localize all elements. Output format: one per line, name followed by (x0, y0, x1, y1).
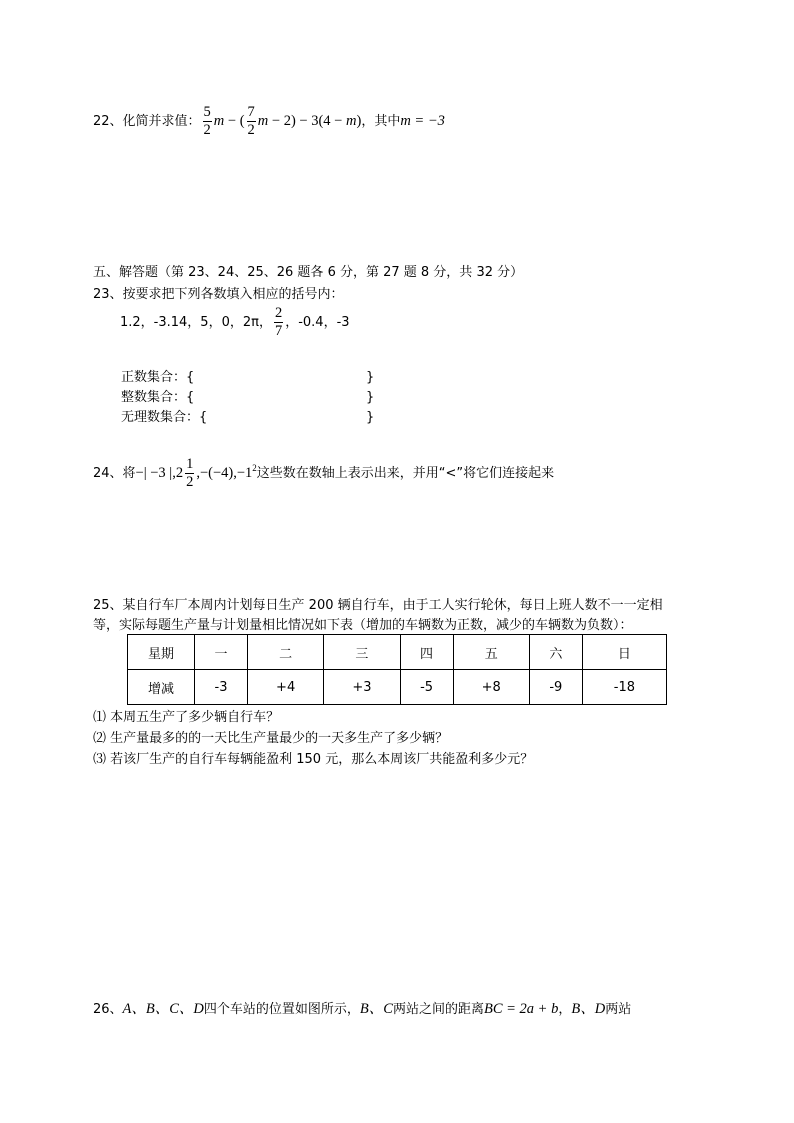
table-cell: 一 (195, 635, 248, 670)
fraction: $\frac{7}{2}$ (247, 104, 255, 139)
table-cell: -18 (582, 670, 666, 705)
table-row (128, 635, 667, 670)
table-cell: -3 (195, 670, 248, 705)
table-cell: 四 (400, 635, 453, 670)
question-24: 24、将−| −3 |,2 $\frac{1}{2}$ $,-(-4),-1^2$这些数在数轴上表示出来，并用“<”将它们连接起来 (93, 456, 555, 490)
q22-condition: m = −3 (400, 113, 445, 129)
fraction: $\frac{5}{2}$ (203, 104, 211, 139)
integer-set-close: } (366, 390, 375, 405)
question-22 (93, 104, 445, 139)
table-cell: +8 (453, 670, 529, 705)
q22-suffix: ，其中 (361, 114, 401, 129)
table-header-cell: 星期 (128, 635, 195, 670)
table-cell: -9 (529, 670, 582, 705)
table-cell: -5 (400, 670, 453, 705)
q25-sub-2: ⑵ 生产量最多的的一天比生产量最少的一天多生产了多少辆？ (93, 731, 449, 746)
table-cell: +4 (248, 670, 324, 705)
positive-set-close: } (366, 370, 375, 385)
irrational-set-close: } (366, 410, 375, 425)
production-table (127, 634, 667, 705)
q25-line-1: 25、某自行车厂本周内计划每日生产 200 辆自行车，由于工人实行轮休，每日上班人数不一一定相 (93, 598, 663, 613)
question-26: 26、A、B、C、D四个车站的位置如图所示，B、C两站之间的距离BC = 2a + b，B、D两站 (93, 1001, 632, 1017)
table-cell: 五 (453, 635, 529, 670)
q22-prefix: 22、化简并求值： (93, 114, 201, 129)
table-row (128, 670, 667, 705)
table-cell: 三 (324, 635, 400, 670)
integer-set-label: 整数集合：{ (121, 390, 195, 405)
q24-expression: −| −3 |,2 $\frac{1}{2}$ $,-(-4),-1^2$ (135, 456, 257, 490)
table-cell: 日 (582, 635, 666, 670)
table-cell: 六 (529, 635, 582, 670)
table-header-cell: 增减 (128, 670, 195, 705)
irrational-set-label: 无理数集合：{ (121, 410, 208, 425)
q22-expression: $\frac{5}{2}$ m − ( $\frac{7}{2}$ m − 2) − 3(4 − m) (203, 104, 362, 139)
fraction: $\frac{1}{2}$ (186, 456, 194, 490)
q23-numbers: 1.2，-3.14，5，0，2π， $\frac{2}{7}$ ，-0.4，-3 (120, 305, 350, 339)
q25-sub-3: ⑶ 若该厂生产的自行车每辆能盈利 150 元，那么本周该厂共能盈利多少元？ (93, 752, 534, 767)
positive-set-label: 正数集合：{ (121, 370, 195, 385)
table-cell: 二 (248, 635, 324, 670)
q25-sub-1: ⑴ 本周五生产了多少辆自行车？ (93, 710, 280, 725)
fraction: $\frac{2}{7}$ (274, 305, 283, 339)
q25-line-2: 等，实际每题生产量与计划量相比情况如下表（增加的车辆数为正数，减少的车辆数为负数）： (93, 618, 633, 633)
q23-stem: 23、按要求把下列各数填入相应的括号内： (93, 287, 344, 302)
table-cell: +3 (324, 670, 400, 705)
section-5-heading: 五、解答题（第 23、24、25、26 题各 6 分，第 27 题 8 分，共 32 分） (93, 265, 524, 280)
